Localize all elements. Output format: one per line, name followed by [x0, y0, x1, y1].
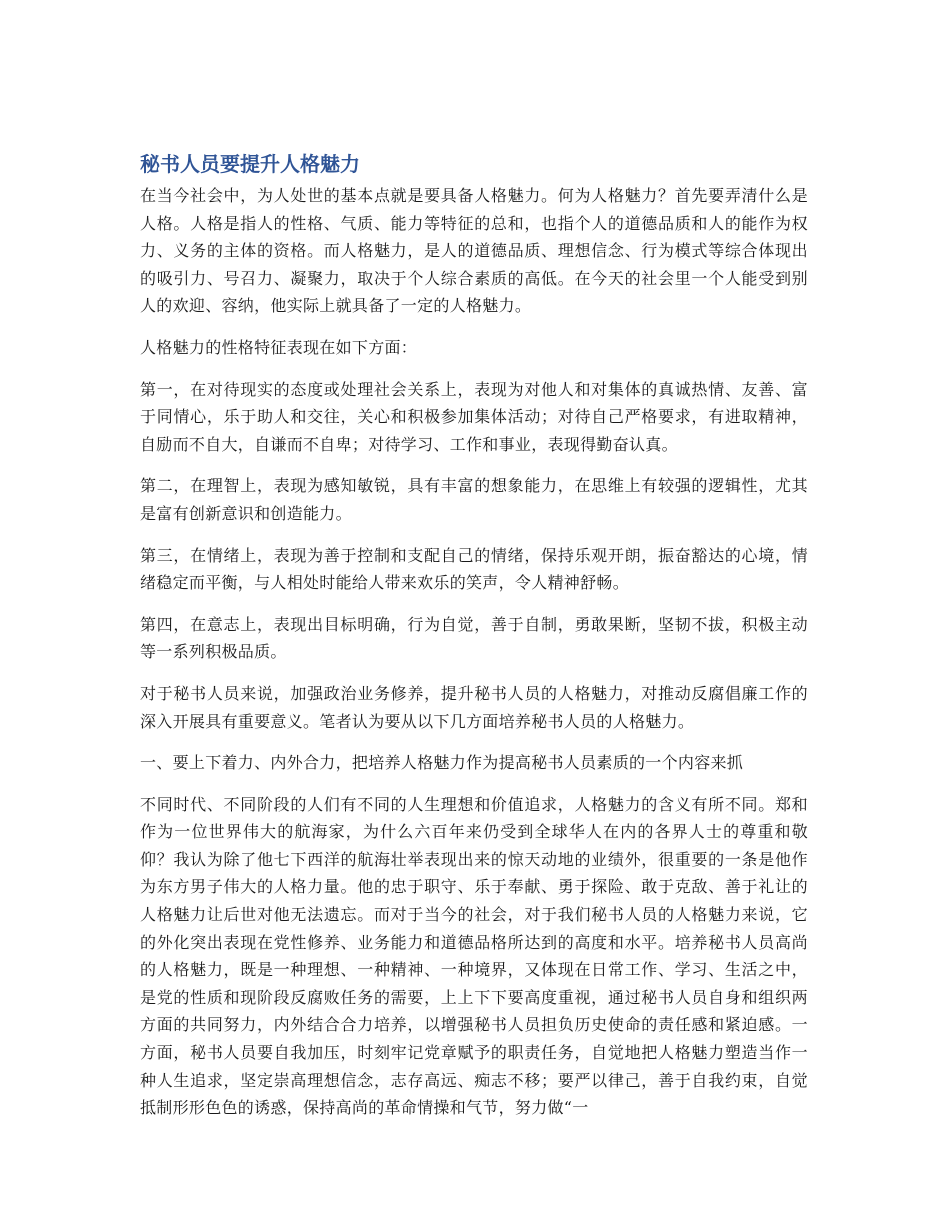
- paragraph-trait-first: 第一，在对待现实的态度或处理社会关系上，表现为对他人和对集体的真诚热情、友善、富于同情心，乐于助人和交往，关心和积极参加集体活动；对待自己严格要求，有进取精神，自励而不自大，自谦而不自卑；对待学习、工作和事业，表现得勤奋认真。: [140, 379, 808, 454]
- paragraph-trait-fourth: 第四，在意志上，表现出目标明确，行为自觉，善于自制，勇敢果断，坚韧不拔，积极主动等一系列积极品质。: [140, 614, 808, 662]
- paragraph-definition: 在当今社会中，为人处世的基本点就是要具备人格魅力。何为人格魅力？首先要弄清什么是人格。人格是指人的性格、气质、能力等特征的总和，也指个人的道德品质和人的能作为权力、义务的主体的资格。而人格魅力，是人的道德品质、理想信念、行为模式等综合体现出的吸引力、号召力、凝聚力，取决于个人综合素质的高低。在今天的社会里一个人能受到别人的欢迎、容纳，他实际上就具备了一定的人格魅力。: [140, 186, 808, 316]
- paragraph-trait-third: 第三，在情绪上，表现为善于控制和支配自己的情绪，保持乐观开朗，振奋豁达的心境，情绪稳定而平衡，与人相处时能给人带来欢乐的笑声，令人精神舒畅。: [140, 545, 808, 593]
- document-page: [140, 148, 808, 1136]
- paragraph-secretary-intro: 对于秘书人员来说，加强政治业务修养，提升秘书人员的人格魅力，对推动反腐倡廉工作的深入开展具有重要意义。笔者认为要从以下几方面培养秘书人员的人格魅力。: [140, 683, 808, 731]
- section-heading-one: 一、要上下着力、内外合力，把培养人格魅力作为提高秘书人员素质的一个内容来抓: [140, 753, 744, 773]
- paragraph-zheng-he: 不同时代、不同阶段的人们有不同的人生理想和价值追求，人格魅力的含义有所不同。郑和作为一位世界伟大的航海家，为什么六百年来仍受到全球华人在内的各界人士的尊重和敬仰？我认为除了他七下西洋的航海壮举表现出来的惊天动地的业绩外，很重要的一条是他作为东方男子伟大的人格力量。他的忠于职守、乐于奉献、勇于探险、敢于克敌、善于礼让的人格魅力让后世对他无法遗忘。而对于当今的社会，对于我们秘书人员的人格魅力来说，它的外化突出表现在党性修养、业务能力和道德品格所达到的高度和水平。培养秘书人员高尚的人格魅力，既是一种理想、一种精神、一种境界，又体现在日常工作、学习、生活之中，是党的性质和现阶段反腐败任务的需要，上上下下要高度重视，通过秘书人员自身和组织两方面的共同努力，内外结合合力培养，以增强秘书人员担负历史使命的责任感和紧迫感。一方面，秘书人员要自我加压，时刻牢记党章赋予的职责任务，自觉地把人格魅力塑造当作一种人生追求，坚定崇高理想信念，志存高远、痴志不移；要严以律己，善于自我约束，自觉抵制形形色色的诱惑，保持高尚的革命情操和气节，努力做“一: [140, 794, 808, 1118]
- paragraph-traits-intro: 人格魅力的性格特征表现在如下方面：: [140, 337, 418, 357]
- document-title: 秘书人员要提升人格魅力: [140, 152, 360, 176]
- paragraph-trait-second: 第二，在理智上，表现为感知敏锐，具有丰富的想象能力，在思维上有较强的逻辑性，尤其是富有创新意识和创造能力。: [140, 476, 808, 523]
